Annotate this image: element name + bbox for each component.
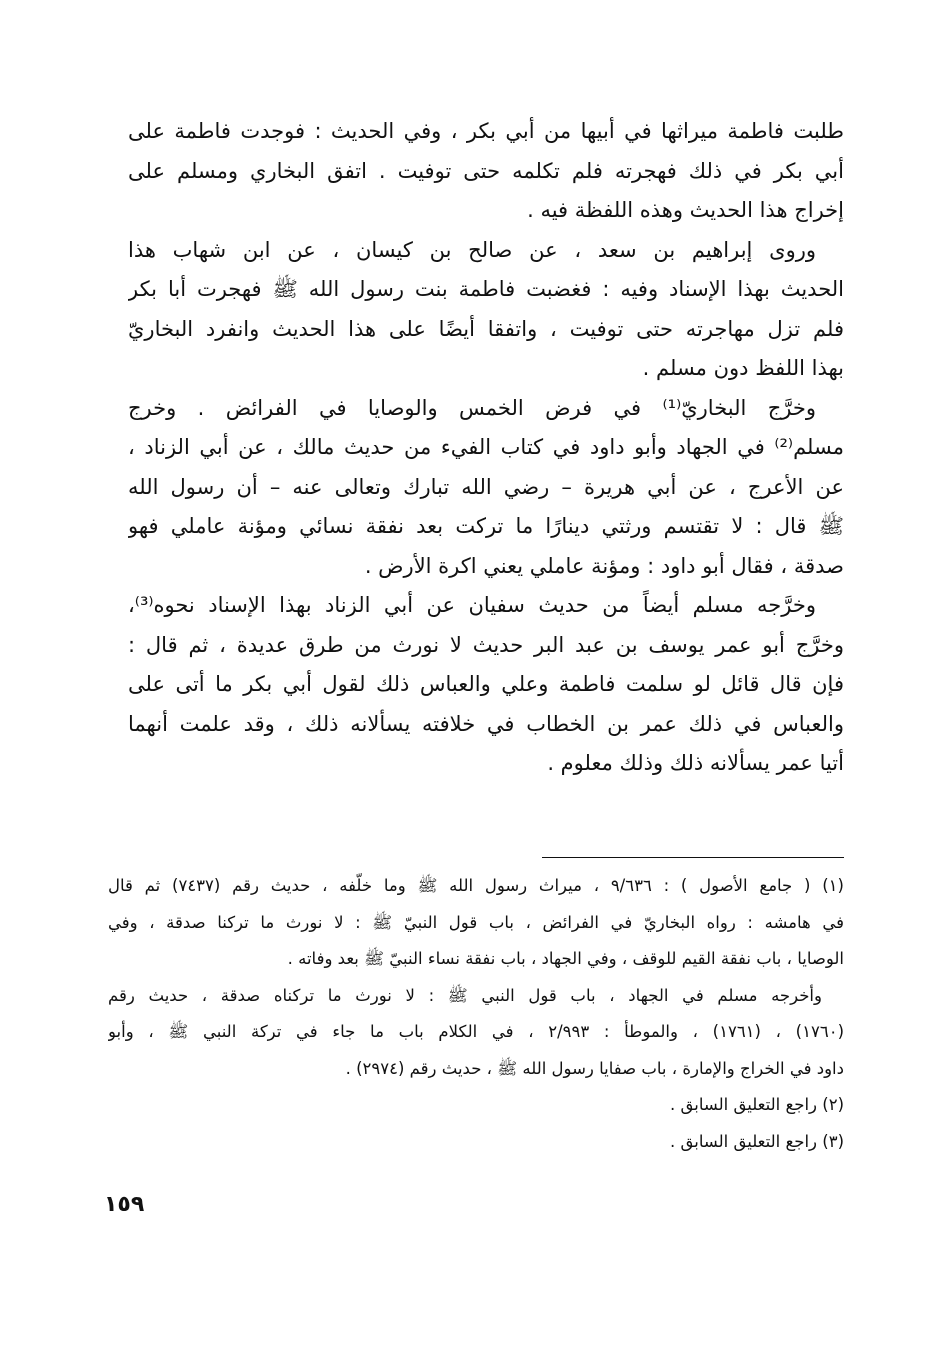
- body-line: وخرَّجه مسلم أيضاً من حديث سفيان عن أبي الزناد بهذا الإسناد نحوه⁽³⁾،: [128, 593, 816, 617]
- footnote-line: وأخرجه مسلم في الجهاد ، باب قول النبي ﷺ : لا نورث ما تركناه صدقة ، حديث رقم: [108, 985, 822, 1005]
- main-body-text: [128, 112, 844, 784]
- footnote-line: الوصايا ، باب نفقة القيم للوقف ، وفي الجهاد ، باب نفقة نساء النبيّ ﷺ بعد وفاته .: [287, 949, 844, 968]
- footnote-divider: [542, 857, 844, 858]
- body-line: أبي بكر في ذلك فهجرته فلم تكلمه حتى توفيت . اتفق البخاري ومسلم على: [128, 158, 844, 183]
- footnote-line: داود في الخراج والإمارة ، باب صفايا رسول الله ﷺ ، حديث رقم (٢٩٧٤) .: [345, 1058, 844, 1078]
- footnote-line: (١) ( جامع الأصول ) : ٩/٦٣٦ ، ميراث رسول الله ﷺ وما خلّفه ، حديث رقم (٧٤٣٧) ثم قال: [108, 876, 844, 895]
- body-line: صدقة ، فقال أبو داود : ومؤنة عاملي يعني اكرة الأرض .: [364, 553, 844, 578]
- body-line: وخرَّج أبو عمر يوسف بن عبد البر حديث لا نورث من طرق عديدة ، ثم قال :: [128, 632, 844, 657]
- footnote-line: في هامشه : رواه البخاريّ في الفرائض ، باب قول النبيّ ﷺ : لا نورث ما تركنا صدقة ، وفي: [108, 912, 844, 932]
- body-line: ﷺ قال : لا تقتسم ورثتي دينارًا ما تركت بعد نفقة نسائي ومؤنة عاملي فهو: [128, 514, 844, 538]
- body-line: فإن قال قائل لو سلمت فاطمة وعلي والعباس ذلك لقول أبي بكر ما أتى على: [128, 672, 844, 696]
- page-number: ١٥٩: [104, 1192, 145, 1217]
- body-line: مسلم⁽²⁾ في الجهاد وأبو داود في كتاب الفيء من حديث مالك ، عن أبي الزناد ،: [128, 435, 844, 459]
- body-line: فلم تزل مهاجرته حتى توفيت ، واتفقا أيضًا على هذا الحديث وانفرد البخاريّ: [128, 316, 844, 341]
- footnote-line: (٢) راجع التعليق السابق .: [670, 1095, 844, 1114]
- body-line: وخرَّج البخاريّ⁽¹⁾ في فرض الخمس والوصايا في الفرائض . وخرج: [128, 395, 816, 420]
- body-line: طلبت فاطمة ميراثها في أبيها من أبي بكر ، وفي الحديث : فوجدت فاطمة على: [128, 119, 844, 143]
- body-line: والعباس في ذلك عمر بن الخطاب في خلافته يسألانه ذلك ، وقد علمت أنهما: [128, 711, 844, 736]
- body-line: إخراج هذا الحديث وهذه اللفظة فيه .: [527, 198, 844, 222]
- body-line: عن الأعرج ، عن أبي هريرة – رضي الله تبارك وتعالى عنه – أن رسول الله: [128, 474, 844, 499]
- footnote-line: (٣) راجع التعليق السابق .: [670, 1131, 844, 1151]
- body-line: بهذا اللفظ دون مسلم .: [642, 356, 844, 380]
- body-line: أتيا عمر يسألانه ذلك وذلك معلوم .: [547, 751, 844, 775]
- footnotes-section: [108, 868, 844, 1160]
- body-line: الحديث بهذا الإسناد وفيه : فغضبت فاطمة بنت رسول الله ﷺ فهجرت أبا بكر: [128, 277, 844, 301]
- footnote-line: (١٧٦٠) ، (١٧٦١) ، والموطأ : ٢/٩٩٣ ، في الكلام باب ما جاء في تركة النبي ﷺ ، وأبو: [108, 1022, 844, 1041]
- body-line: وروى إبراهيم بن سعد ، عن صالح بن كيسان ، عن ابن شهاب هذا: [128, 237, 816, 262]
